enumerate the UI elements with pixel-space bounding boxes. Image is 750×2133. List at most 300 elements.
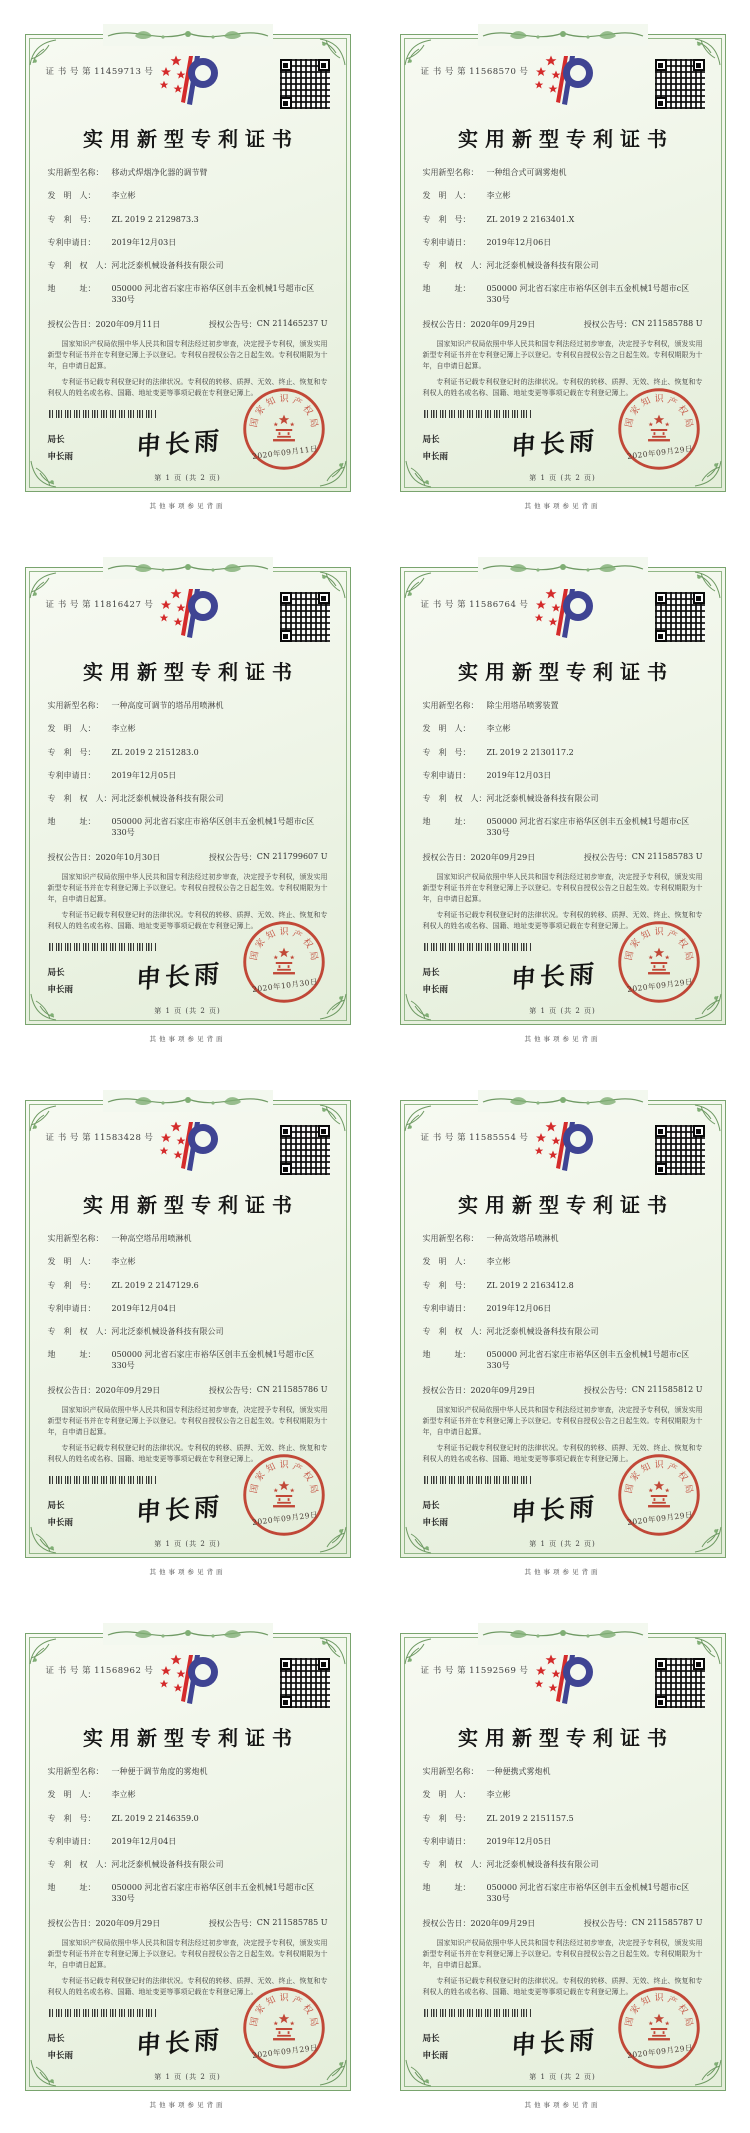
seal-char: 局 [306, 417, 319, 429]
certificate-header [420, 1115, 703, 1177]
certificate-number-suffix: 号 [519, 67, 529, 77]
filing-date: 2019年12月03日 [486, 770, 552, 780]
seal-char: 知 [639, 396, 652, 410]
seal-char: 局 [306, 1483, 319, 1495]
legal-paragraph: 国家知识产权局依照中华人民共和国专利法经过初步审查，决定授予专利权，颁发实用新型专利证书并在专利登记簿上予以登记。专利权自授权公告之日起生效。专利权期限为十年，自申请日起算。 [422, 1938, 703, 1969]
certificate-number-value: 11459713 [94, 67, 142, 77]
seal-char: 国 [623, 2016, 636, 2028]
seal-char: 识 [653, 927, 664, 938]
patentee-address: 050000 河北省石家庄市裕华区创丰五金机械1号超市c区330号 [486, 284, 690, 305]
field-label: 实用新型名称： [422, 168, 479, 177]
seal-date: 2020年09月29日 [251, 1510, 318, 1527]
seal-char: 知 [639, 1462, 652, 1476]
field-filing-date [48, 238, 328, 249]
field-filing-date [48, 771, 328, 782]
seal-date: 2020年10月30日 [251, 977, 318, 994]
filing-date: 2019年12月04日 [111, 1303, 177, 1313]
seal-char: 国 [623, 417, 636, 429]
field-label: 地 址： [47, 817, 96, 827]
field-label: 授权公告日： [47, 1385, 96, 1395]
qr-finder-icon [655, 59, 667, 71]
field-label: 授权公告日： [47, 319, 96, 329]
seal-char: 产 [665, 1462, 678, 1476]
certificate-number-value: 11592569 [469, 1666, 517, 1676]
seal-char: 家 [253, 1470, 268, 1484]
field-label: 专 利 号： [422, 1813, 471, 1823]
utility-model-name: 一种便携式雾炮机 [486, 1767, 551, 1776]
director-signature: 申长雨 [134, 2024, 224, 2060]
field-label: 专利申请日： [47, 770, 96, 780]
field-label: 授权公告号： [583, 852, 632, 862]
seal-char: 局 [306, 950, 319, 962]
seal-date: 2020年09月11日 [251, 444, 318, 461]
seal-char: 识 [278, 394, 289, 405]
certificate-paper [400, 567, 726, 1025]
field-label: 地 址： [47, 1350, 96, 1360]
national-emblem-icon [648, 948, 670, 975]
certificate-number-prefix: 证 书 号 第 [420, 67, 467, 77]
patentee-name: 河北泛泰机械设备科技有限公司 [486, 261, 599, 271]
seal-char: 产 [665, 396, 678, 410]
qr-finder-icon [318, 1658, 330, 1670]
field-label: 专 利 权 人： [47, 261, 112, 271]
patentee-address: 050000 河北省石家庄市裕华区创丰五金机械1号超市c区330号 [111, 1883, 315, 1904]
field-label: 地 址： [422, 284, 471, 294]
certificate-fields [48, 1234, 328, 1396]
certificate-number-value: 11585554 [469, 1133, 517, 1143]
seal-char: 权 [299, 2003, 314, 2017]
page-number: 第 1 页 (共 2 页) [529, 2073, 596, 2081]
seal-date: 2020年09月29日 [626, 444, 693, 461]
field-label: 专 利 号： [422, 1280, 471, 1290]
field-label: 专利申请日： [47, 237, 96, 247]
field-label: 授权公告号： [583, 319, 632, 329]
cnipa-logo-icon [531, 1117, 595, 1173]
seal-char: 知 [264, 929, 277, 943]
field-label: 实用新型名称： [422, 701, 479, 710]
director-block [48, 432, 74, 468]
director-signature: 申长雨 [134, 958, 224, 994]
seal-char: 权 [299, 937, 314, 951]
field-label: 专 利 号： [422, 214, 471, 224]
field-grant-row [423, 1918, 703, 1929]
page-number: 第 1 页 (共 2 页) [154, 1540, 221, 1548]
patentee-address: 050000 河北省石家庄市裕华区创丰五金机械1号超市c区330号 [486, 817, 690, 838]
field-inventor [48, 191, 328, 202]
frame-top-ornament-icon [478, 1090, 648, 1112]
seal-char: 局 [681, 417, 694, 429]
qr-code [280, 1125, 330, 1175]
director-name: 申长雨 [47, 1518, 74, 1529]
back-note: 其他事项参见背面 [149, 502, 226, 510]
qr-code [655, 1125, 705, 1175]
patent-number: ZL 2019 2 2163401.X [486, 214, 575, 224]
qr-finder-icon [655, 1163, 667, 1175]
director-name: 申长雨 [47, 985, 74, 996]
field-label: 发 明 人： [422, 1257, 471, 1267]
qr-code [655, 592, 705, 642]
qr-finder-icon [280, 1163, 292, 1175]
seal-char: 局 [681, 1483, 694, 1495]
director-name: 申长雨 [47, 452, 74, 463]
qr-finder-icon [655, 1125, 667, 1137]
field-label: 专 利 号： [47, 747, 96, 757]
patentee-address: 050000 河北省石家庄市裕华区创丰五金机械1号超市c区330号 [111, 817, 315, 838]
legal-paragraph: 专利证书记载专利权登记时的法律状况。专利权的转移、质押、无效、终止、恢复和专利权人的姓名或名称、国籍、地址变更等事项记载在专利登记簿上。 [422, 911, 703, 931]
patent-number: ZL 2019 2 2163412.8 [486, 1280, 574, 1290]
qr-finder-icon [280, 1658, 292, 1670]
field-grant-date [423, 319, 536, 330]
patentee-name: 河北泛泰机械设备科技有限公司 [111, 1327, 224, 1337]
certificate-title: 实用新型专利证书 [83, 1726, 299, 1750]
field-utility-model-name [48, 168, 328, 179]
field-label: 发 明 人： [47, 1790, 96, 1800]
field-grant-row [48, 852, 328, 863]
patent-certificate [375, 1066, 750, 1599]
official-seal [242, 1986, 326, 2070]
certificate-header [45, 1648, 328, 1710]
patent-number: ZL 2019 2 2151283.0 [111, 747, 199, 757]
certificate-number-suffix: 号 [144, 1666, 154, 1676]
national-emblem-icon [648, 1481, 670, 1508]
field-filing-date [48, 1837, 328, 1848]
utility-model-name: 移动式焊烟净化器的调节臂 [111, 168, 208, 177]
seal-char: 权 [674, 937, 689, 951]
cnipa-logo-icon [156, 1650, 220, 1706]
utility-model-name: 一种组合式可调雾炮机 [486, 168, 567, 177]
field-label: 专利申请日： [47, 1303, 96, 1313]
qr-finder-icon [655, 630, 667, 642]
barcode [49, 1476, 157, 1484]
field-grant-date [423, 852, 536, 863]
director-title: 局长 [422, 434, 440, 445]
field-inventor [423, 191, 703, 202]
field-filing-date [423, 1837, 703, 1848]
field-patent-number [48, 215, 328, 226]
certificate-number-suffix: 号 [519, 1133, 529, 1143]
cnipa-logo-icon [531, 1650, 595, 1706]
field-grant-number [209, 1918, 328, 1929]
barcode [49, 2009, 157, 2017]
field-utility-model-name [423, 1767, 703, 1778]
field-label: 授权公告号： [208, 319, 257, 329]
page-number: 第 1 页 (共 2 页) [529, 474, 596, 482]
field-inventor [48, 724, 328, 735]
back-note: 其他事项参见背面 [524, 1568, 601, 1576]
field-label: 专利申请日： [47, 1836, 96, 1846]
cnipa-logo-icon [156, 51, 220, 107]
certificate-fields [48, 701, 328, 863]
certificate-number [421, 598, 532, 610]
field-patentee [423, 794, 703, 805]
seal-char: 产 [290, 1995, 303, 2009]
filing-date: 2019年12月05日 [111, 770, 177, 780]
field-label: 专 利 权 人： [47, 1860, 112, 1870]
director-name: 申长雨 [47, 2051, 74, 2062]
field-label: 授权公告日： [422, 1918, 471, 1928]
frame-top-ornament-icon [478, 24, 648, 46]
frame-top-ornament-icon [103, 1090, 273, 1112]
field-label: 实用新型名称： [422, 1234, 479, 1243]
director-signature: 申长雨 [509, 425, 599, 461]
seal-char: 知 [264, 396, 277, 410]
inventor-name: 李立彬 [486, 1257, 511, 1267]
field-label: 发 明 人： [422, 724, 471, 734]
seal-char: 识 [278, 1993, 289, 2004]
field-inventor [423, 1257, 703, 1268]
field-grant-date [48, 1918, 161, 1929]
patentee-name: 河北泛泰机械设备科技有限公司 [486, 1860, 599, 1870]
director-block [423, 1498, 449, 1534]
certificate-number-prefix: 证 书 号 第 [420, 1133, 467, 1143]
qr-finder-icon [693, 1658, 705, 1670]
back-note: 其他事项参见背面 [149, 1035, 226, 1043]
field-utility-model-name [48, 1234, 328, 1245]
field-label: 专 利 号： [422, 747, 471, 757]
field-label: 专利申请日： [422, 1303, 471, 1313]
seal-char: 家 [253, 404, 268, 418]
official-seal [242, 387, 326, 471]
certificate-number-suffix: 号 [144, 1133, 154, 1143]
grant-date: 2020年09月29日 [470, 852, 536, 862]
filing-date: 2019年12月03日 [111, 237, 177, 247]
field-patent-number [423, 748, 703, 759]
national-emblem-icon [273, 2014, 295, 2041]
official-seal [617, 920, 701, 1004]
cnipa-logo-icon [531, 584, 595, 640]
field-label: 实用新型名称： [47, 168, 104, 177]
field-grant-number [584, 1918, 703, 1929]
qr-finder-icon [693, 592, 705, 604]
seal-char: 家 [628, 1470, 643, 1484]
seal-char: 识 [653, 1460, 664, 1471]
field-label: 授权公告日： [422, 1385, 471, 1395]
field-label: 专 利 号： [47, 214, 96, 224]
field-label: 发 明 人： [47, 1257, 96, 1267]
field-grant-row [423, 1385, 703, 1396]
certificate-number-value: 11568570 [469, 67, 517, 77]
seal-char: 局 [681, 950, 694, 962]
seal-char: 家 [253, 2003, 268, 2017]
director-name: 申长雨 [422, 1518, 449, 1529]
patentee-name: 河北泛泰机械设备科技有限公司 [486, 1327, 599, 1337]
national-emblem-icon [648, 415, 670, 442]
field-grant-date [423, 1918, 536, 1929]
certificate-number [421, 1664, 532, 1676]
field-filing-date [423, 1304, 703, 1315]
seal-char: 产 [665, 929, 678, 943]
certificate-title: 实用新型专利证书 [83, 1193, 299, 1217]
field-label: 专 利 权 人： [422, 261, 487, 271]
certificate-number-value: 11583428 [94, 1133, 142, 1143]
certificate-title: 实用新型专利证书 [458, 127, 674, 151]
legal-paragraph: 专利证书记载专利权登记时的法律状况。专利权的转移、质押、无效、终止、恢复和专利权人的姓名或名称、国籍、地址变更等事项记载在专利登记簿上。 [47, 1977, 328, 1997]
field-address [423, 1350, 703, 1372]
director-signature: 申长雨 [134, 425, 224, 461]
director-signature: 申长雨 [509, 2024, 599, 2060]
patent-number: ZL 2019 2 2146359.0 [111, 1813, 199, 1823]
seal-char: 局 [681, 2016, 694, 2028]
qr-code [280, 1658, 330, 1708]
grant-number: CN 211585785 U [256, 1917, 328, 1927]
certificate-paper [25, 1100, 351, 1558]
field-filing-date [48, 1304, 328, 1315]
qr-finder-icon [280, 97, 292, 109]
patent-certificate [0, 1066, 375, 1599]
director-signature: 申长雨 [509, 958, 599, 994]
seal-char: 产 [290, 1462, 303, 1476]
field-label: 授权公告号： [208, 852, 257, 862]
certificate-number-suffix: 号 [519, 600, 529, 610]
field-utility-model-name [423, 1234, 703, 1245]
certificate-number [46, 1131, 157, 1143]
qr-finder-icon [318, 592, 330, 604]
certificate-number [421, 65, 532, 77]
official-seal [242, 920, 326, 1004]
director-title: 局长 [422, 1500, 440, 1511]
field-address [423, 817, 703, 839]
barcode [424, 2009, 532, 2017]
field-filing-date [423, 238, 703, 249]
frame-top-ornament-icon [478, 1623, 648, 1645]
inventor-name: 李立彬 [111, 724, 136, 734]
page-number: 第 1 页 (共 2 页) [154, 1007, 221, 1015]
qr-finder-icon [280, 59, 292, 71]
seal-char: 国 [623, 950, 636, 962]
back-note: 其他事项参见背面 [149, 2101, 226, 2109]
certificate-fields [48, 1767, 328, 1929]
legal-paragraph: 专利证书记载专利权登记时的法律状况。专利权的转移、质押、无效、终止、恢复和专利权人的姓名或名称、国籍、地址变更等事项记载在专利登记簿上。 [47, 378, 328, 398]
director-title: 局长 [422, 967, 440, 978]
seal-char: 家 [628, 404, 643, 418]
certificate-fields [423, 1234, 703, 1396]
seal-char: 知 [264, 1995, 277, 2009]
patentee-address: 050000 河北省石家庄市裕华区创丰五金机械1号超市c区330号 [486, 1883, 690, 1904]
field-address [48, 817, 328, 839]
field-label: 授权公告日： [422, 319, 471, 329]
official-seal [617, 1453, 701, 1537]
legal-paragraph: 国家知识产权局依照中华人民共和国专利法经过初步审查，决定授予专利权，颁发实用新型专利证书并在专利登记簿上予以登记。专利权自授权公告之日起生效。专利权期限为十年，自申请日起算。 [47, 872, 328, 903]
official-seal [242, 1453, 326, 1537]
legal-paragraph: 国家知识产权局依照中华人民共和国专利法经过初步审查，决定授予专利权，颁发实用新型专利证书并在专利登记簿上予以登记。专利权自授权公告之日起生效。专利权期限为十年，自申请日起算。 [47, 1938, 328, 1969]
qr-code [280, 592, 330, 642]
certificate-number [421, 1131, 532, 1143]
certificate-fields [423, 1767, 703, 1929]
certificate-fields [423, 701, 703, 863]
certificate-header [45, 582, 328, 644]
certificate-number-prefix: 证 书 号 第 [45, 600, 92, 610]
field-grant-row [48, 1385, 328, 1396]
certificate-header [420, 49, 703, 111]
legal-paragraph: 专利证书记载专利权登记时的法律状况。专利权的转移、质押、无效、终止、恢复和专利权人的姓名或名称、国籍、地址变更等事项记载在专利登记簿上。 [422, 1977, 703, 1997]
cnipa-logo-icon [156, 584, 220, 640]
field-grant-date [48, 852, 161, 863]
field-label: 授权公告号： [208, 1385, 257, 1395]
field-label: 专 利 权 人： [47, 1327, 112, 1337]
certificate-title: 实用新型专利证书 [458, 660, 674, 684]
director-block [48, 2031, 74, 2067]
qr-code [655, 59, 705, 109]
national-emblem-icon [273, 1481, 295, 1508]
back-note: 其他事项参见背面 [524, 1035, 601, 1043]
field-label: 实用新型名称： [47, 701, 104, 710]
certificate-number-prefix: 证 书 号 第 [45, 1133, 92, 1143]
seal-char: 知 [639, 1995, 652, 2009]
patentee-address: 050000 河北省石家庄市裕华区创丰五金机械1号超市c区330号 [111, 284, 315, 305]
patent-number: ZL 2019 2 2147129.6 [111, 1280, 199, 1290]
inventor-name: 李立彬 [486, 724, 511, 734]
filing-date: 2019年12月06日 [486, 237, 552, 247]
qr-finder-icon [280, 1125, 292, 1137]
certificate-number [46, 1664, 157, 1676]
frame-top-ornament-icon [103, 557, 273, 579]
seal-char: 国 [248, 1483, 261, 1495]
certificate-number-suffix: 号 [144, 600, 154, 610]
patent-certificate [375, 533, 750, 1066]
director-block [423, 965, 449, 1001]
certificate-number-value: 11568962 [94, 1666, 142, 1676]
director-block [48, 965, 74, 1001]
field-address [48, 284, 328, 306]
field-label: 发 明 人： [422, 1790, 471, 1800]
certificate-number-value: 11816427 [94, 600, 142, 610]
field-patentee [423, 261, 703, 272]
grant-number: CN 211585788 U [631, 318, 703, 328]
field-grant-row [48, 1918, 328, 1929]
seal-date: 2020年09月29日 [251, 2043, 318, 2060]
field-inventor [423, 724, 703, 735]
field-address [48, 1883, 328, 1905]
certificate-paper [400, 34, 726, 492]
barcode [424, 1476, 532, 1484]
field-label: 专利申请日： [422, 237, 471, 247]
field-patent-number [48, 748, 328, 759]
certificate-number-prefix: 证 书 号 第 [45, 1666, 92, 1676]
filing-date: 2019年12月04日 [111, 1836, 177, 1846]
qr-finder-icon [280, 592, 292, 604]
field-label: 实用新型名称： [422, 1767, 479, 1776]
patent-certificate [375, 0, 750, 533]
certificate-header [45, 1115, 328, 1177]
certificate-number-value: 11586764 [469, 600, 517, 610]
field-label: 地 址： [422, 817, 471, 827]
certificate-paper [25, 34, 351, 492]
director-block [423, 432, 449, 468]
field-label: 专 利 权 人： [47, 794, 112, 804]
seal-char: 权 [299, 404, 314, 418]
qr-code [280, 59, 330, 109]
field-label: 授权公告号： [208, 1918, 257, 1928]
utility-model-name: 一种高度可调节的塔吊用喷淋机 [111, 701, 224, 710]
field-patent-number [423, 1281, 703, 1292]
field-utility-model-name [48, 1767, 328, 1778]
director-title: 局长 [47, 967, 65, 978]
certificate-number-prefix: 证 书 号 第 [420, 1666, 467, 1676]
field-label: 专利申请日： [422, 1836, 471, 1846]
official-seal [617, 1986, 701, 2070]
field-grant-number [209, 319, 328, 330]
seal-char: 知 [264, 1462, 277, 1476]
certificate-title: 实用新型专利证书 [458, 1193, 674, 1217]
field-grant-row [423, 319, 703, 330]
page-number: 第 1 页 (共 2 页) [154, 474, 221, 482]
field-label: 实用新型名称： [47, 1234, 104, 1243]
field-filing-date [423, 771, 703, 782]
field-label: 授权公告日： [47, 852, 96, 862]
field-label: 专 利 权 人： [422, 1860, 487, 1870]
seal-char: 权 [674, 1470, 689, 1484]
inventor-name: 李立彬 [111, 1257, 136, 1267]
